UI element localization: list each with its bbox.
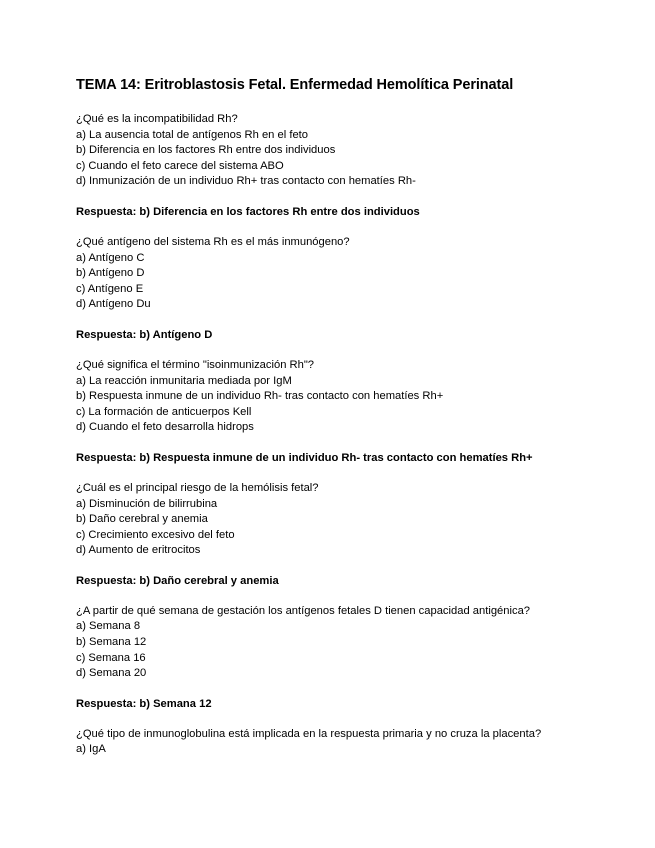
question-text: ¿Qué es la incompatibilidad Rh? [76, 113, 238, 125]
question-block [76, 604, 636, 712]
question-text: ¿Cuál es el principal riesgo de la hemólisis fetal? [76, 481, 319, 494]
option-d: d) Antígeno Du [76, 298, 151, 311]
question-block [76, 358, 636, 466]
option-c: c) Cuando el feto carece del sistema ABO [76, 159, 284, 172]
option-a: a) Antígeno C [76, 251, 145, 264]
question-text: ¿Qué antígeno del sistema Rh es el más inmunógeno? [76, 235, 350, 248]
option-c: c) Crecimiento excesivo del feto [76, 528, 235, 541]
option-c: c) Antígeno E [76, 282, 144, 295]
option-c: c) Semana 16 [76, 651, 146, 664]
answer-text: Respuesta: b) Respuesta inmune de un individuo Rh- tras contacto con hematíes Rh+ [76, 451, 533, 464]
option-d: d) Cuando el feto desarrolla hidrops [76, 421, 254, 434]
option-b: b) Diferencia en los factores Rh entre dos individuos [76, 144, 336, 157]
question-text: ¿Qué significa el término "isoinmunización Rh"? [76, 358, 315, 371]
option-a: a) La reacción inmunitaria mediada por IgM [76, 374, 292, 387]
option-b: b) Daño cerebral y anemia [76, 513, 208, 526]
question-block [76, 235, 636, 343]
option-a: a) La ausencia total de antígenos Rh en el feto [76, 128, 308, 141]
option-d: d) Semana 20 [76, 667, 147, 680]
option-b: b) Respuesta inmune de un individuo Rh- tras contacto con hematíes Rh+ [76, 390, 444, 403]
question-block [76, 481, 636, 589]
option-a: a) Disminución de bilirrubina [76, 497, 218, 510]
option-a: a) IgA [76, 743, 106, 756]
option-b: b) Antígeno D [76, 267, 145, 280]
question-text: ¿Qué tipo de inmunoglobulina está implicada en la respuesta primaria y no cruza la placenta? [76, 727, 542, 740]
answer-text: Respuesta: b) Antígeno D [76, 328, 213, 341]
option-b: b) Semana 12 [76, 636, 147, 649]
page-title: TEMA 14: Eritroblastosis Fetal. Enfermedad Hemolítica Perinatal [76, 77, 514, 93]
answer-text: Respuesta: b) Diferencia en los factores Rh entre dos individuos [76, 205, 420, 218]
option-a: a) Semana 8 [76, 620, 141, 633]
question-block [76, 112, 636, 220]
question-block [76, 727, 636, 758]
document-page [76, 75, 636, 758]
option-d: d) Aumento de eritrocitos [76, 544, 201, 557]
option-d: d) Inmunización de un individuo Rh+ tras contacto con hematíes Rh- [76, 175, 416, 188]
option-c: c) La formación de anticuerpos Kell [76, 405, 252, 418]
answer-text: Respuesta: b) Semana 12 [76, 697, 212, 710]
question-text: ¿A partir de qué semana de gestación los antígenos fetales D tienen capacidad antigénica? [76, 604, 531, 617]
answer-text: Respuesta: b) Daño cerebral y anemia [76, 574, 279, 587]
